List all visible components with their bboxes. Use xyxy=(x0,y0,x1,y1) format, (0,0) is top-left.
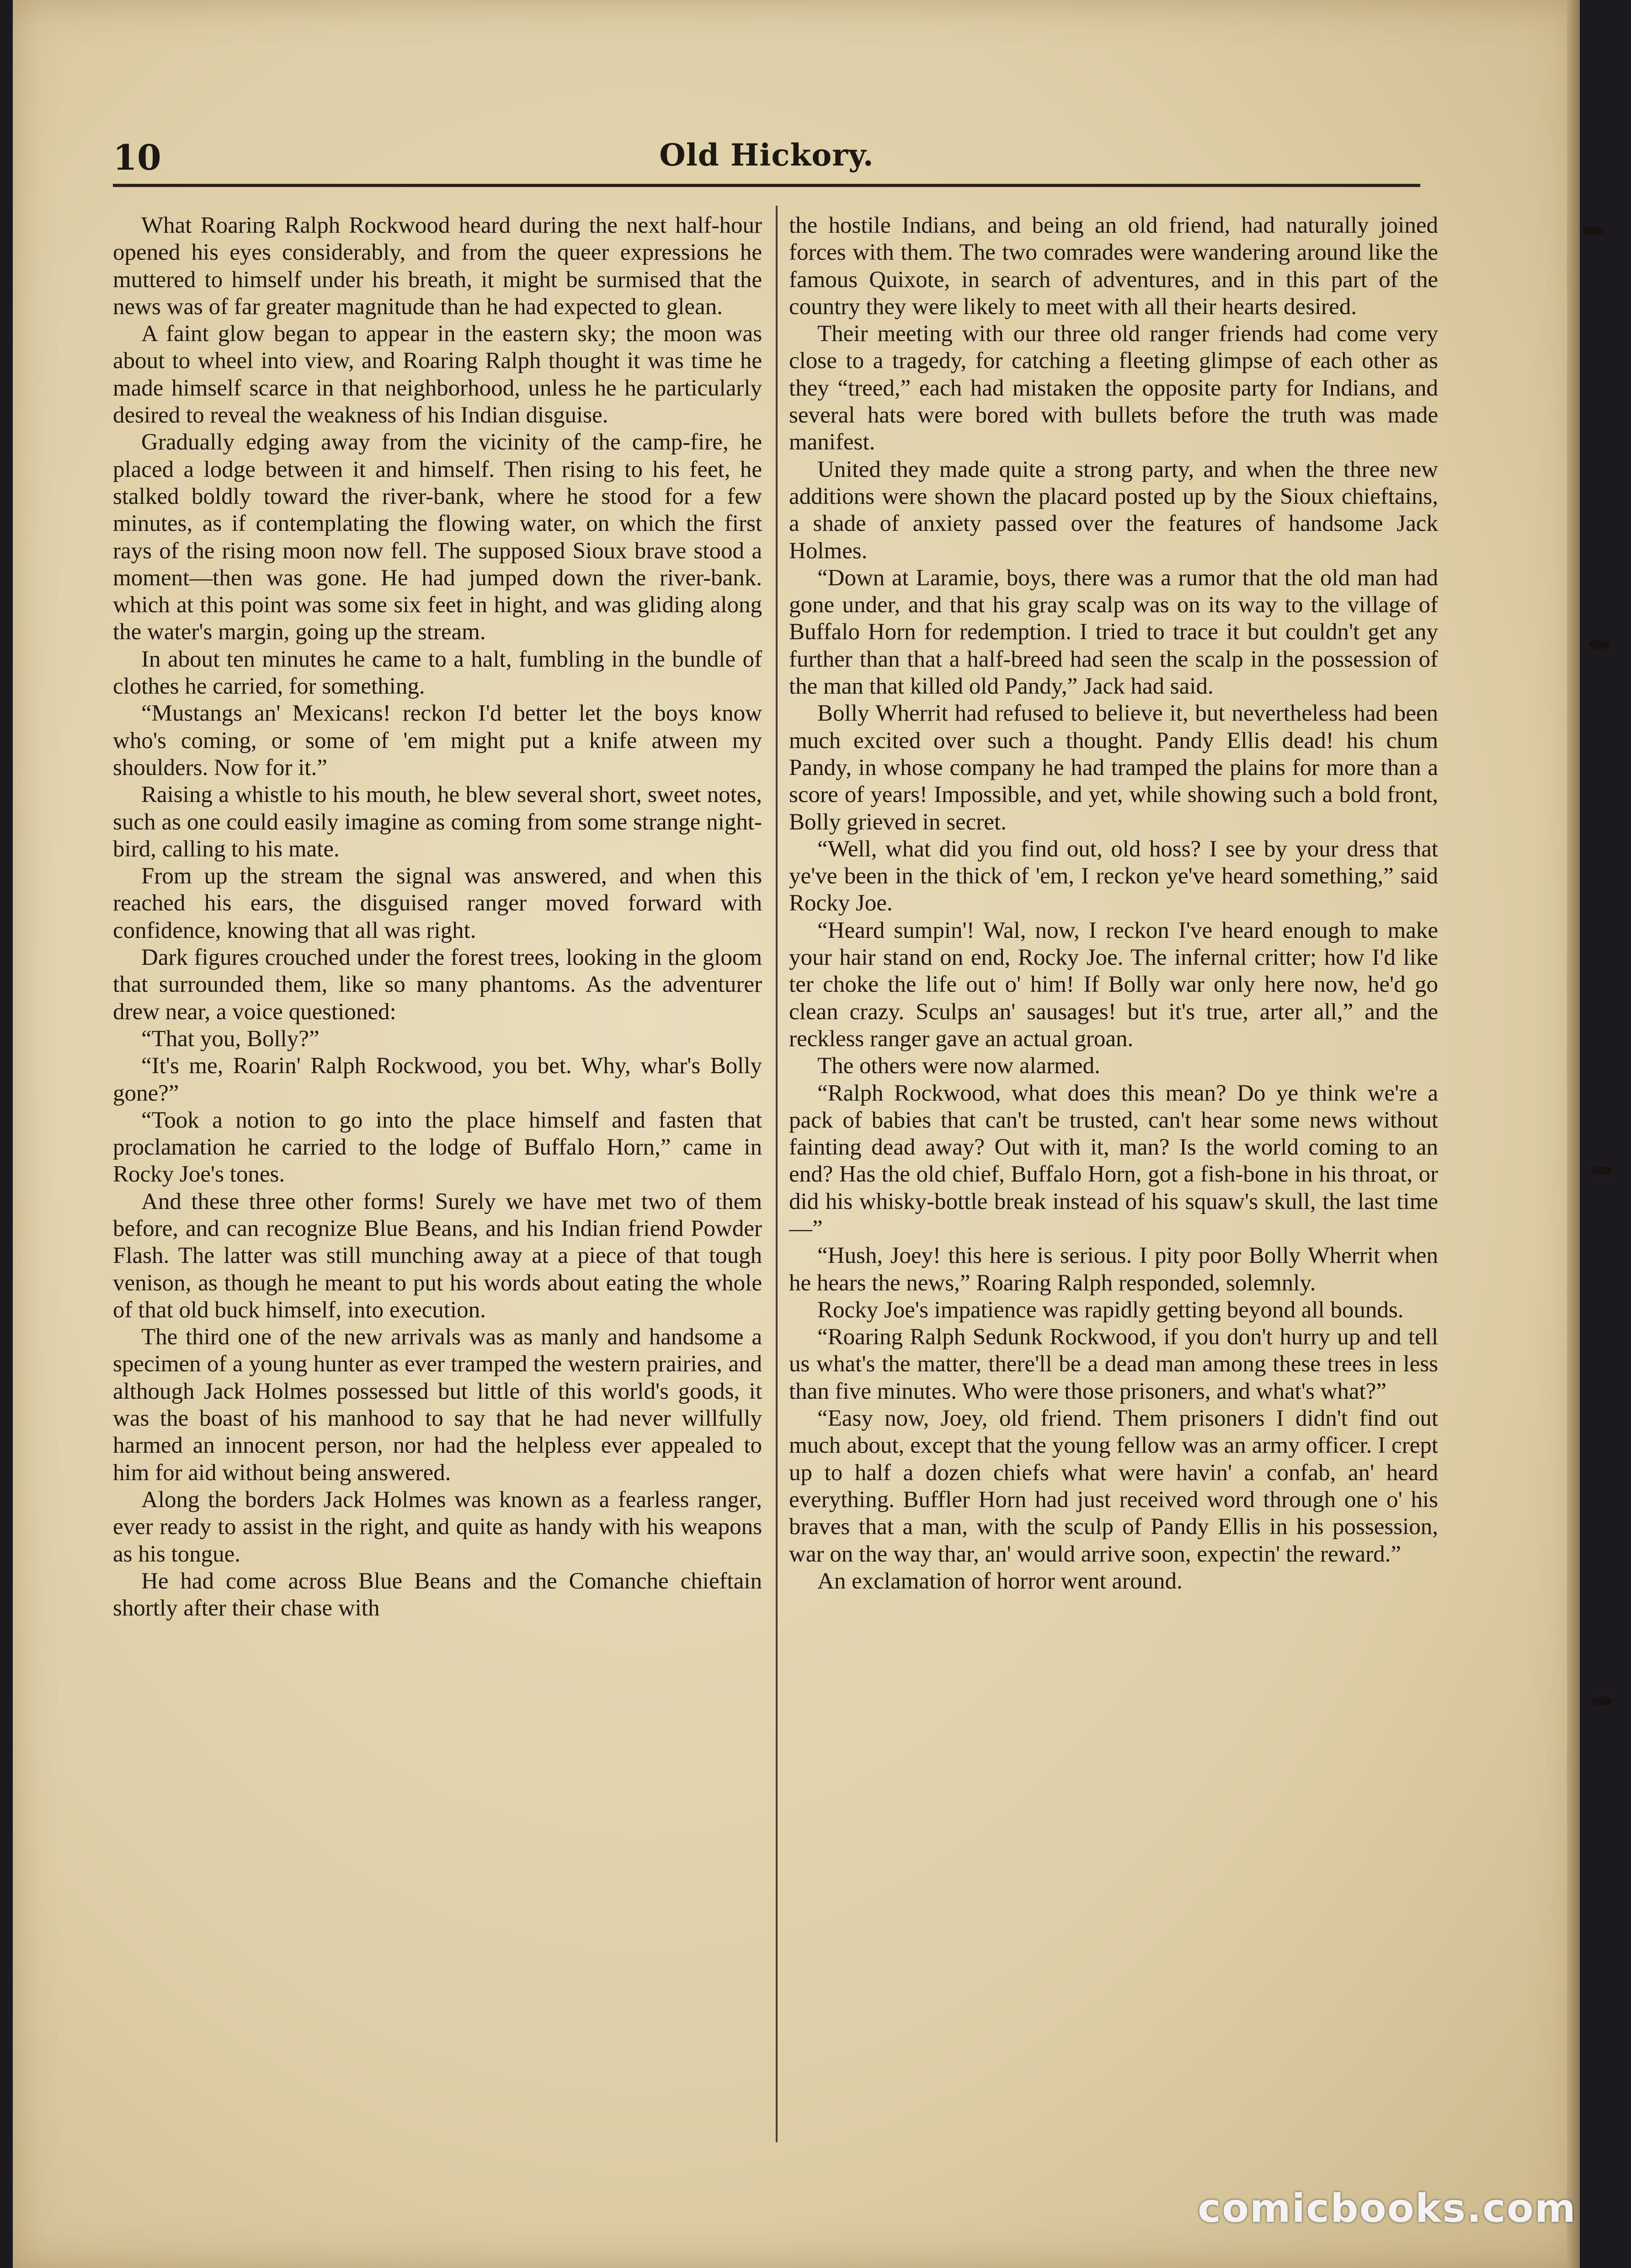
paragraph: And these three other forms! Surely we have met two of them before, and can recognize Blue Beans, and his Indian friend Powder Flash. The latter was still munching away at a piece of that tough venison, as though he meant to put his words about eating the whole of that old buck himself, into execution. xyxy=(113,1188,762,1323)
paragraph: “Heard sumpin'! Wal, now, I reckon I've heard enough to make your hair stand on end, Rocky Joe. The infernal critter; how I'd like ter choke the life out o' him! If Bolly war only here now, he'd go clean crazy. Sculps an' sausages! but it's true, arter all,” and the reckless ranger gave an actual groan. xyxy=(789,917,1438,1052)
running-head: Old Hickory. xyxy=(659,137,874,173)
paragraph: “Mustangs an' Mexicans! reckon I'd better let the boys know who's coming, or some of 'em might put a knife atween my shoulders. Now for it.” xyxy=(113,701,762,781)
paragraph: “Roaring Ralph Sedunk Rockwood, if you don't hurry up and tell us what's the matter, there'll be a dead man among these trees in less than five minutes. Who were those prisoners, and what's what?” xyxy=(789,1324,1438,1404)
header-rule xyxy=(113,184,1420,187)
left-column xyxy=(113,212,762,2142)
paragraph: The others were now alarmed. xyxy=(817,1053,1100,1079)
paragraph: The third one of the new arrivals was as manly and handsome a specimen of a young hunter as ever tramped the western prairies, and although Jack Holmes possessed but little of this world's goods, it was the boast of his manhood to say that he had never willfully harmed an innocent person, nor had the helpless ever appealed to him for aid without being answered. xyxy=(113,1324,762,1486)
page-number: 10 xyxy=(113,137,161,178)
paragraph: “Took a notion to go into the place himself and fasten that proclamation he carried to the lodge of Buffalo Horn,” came in Rocky Joe's tones. xyxy=(113,1107,762,1187)
paragraph: An exclamation of horror went around. xyxy=(817,1568,1183,1594)
paragraph: Bolly Wherrit had refused to believe it, but nevertheless had been much excited over such a thought. Pandy Ellis dead! his chum Pandy, in whose company he had tramped the plains for more than a score of years! Impossible, and yet, while showing such a bold front, Bolly grieved in secret. xyxy=(789,701,1438,835)
paragraph: “It's me, Roarin' Ralph Rockwood, you bet. Why, whar's Bolly gone?” xyxy=(113,1053,762,1106)
paragraph: the hostile Indians, and being an old friend, had naturally joined forces with them. The two comrades were wandering around like the famous Quixote, in search of adventures, and in this part of the country they were likely to meet with all their hearts desired. xyxy=(789,213,1438,320)
page-header xyxy=(113,134,1420,188)
binding-staple xyxy=(1591,1166,1612,1175)
paragraph: “Hush, Joey! this here is serious. I pity poor Bolly Wherrit when he hears the news,” Roaring Ralph responded, solemnly. xyxy=(789,1243,1438,1296)
paragraph: “Well, what did you find out, old hoss? I see by your dress that ye've been in the thick of 'em, I reckon ye've heard something,” said Rocky Joe. xyxy=(789,836,1438,916)
paragraph: A faint glow began to appear in the eastern sky; the moon was about to wheel into view, and Roaring Ralph thought it was time he made himself scarce in that neighborhood, unless he he particularly desired to reveal the weakness of his Indian disguise. xyxy=(113,321,762,428)
paragraph: “Easy now, Joey, old friend. Them prisoners I didn't find out much about, except that the young fellow was an army officer. I crept up to half a dozen chiefs what were havin' a confab, an' heard everything. Buffler Horn had just received word through one o' his braves that a man, with the sculp of Pandy Ellis in his possession, war on the way thar, an' would arrive soon, expectin' the reward.” xyxy=(789,1406,1438,1567)
paragraph: Dark figures crouched under the forest trees, looking in the gloom that surrounded them, like so many phantoms. As the adventurer drew near, a voice questioned: xyxy=(113,945,762,1025)
paragraph: What Roaring Ralph Rockwood heard during the next half-hour opened his eyes considerably, and from the queer expressions he muttered to himself under his breath, it might be surmised that the news was of far greater magnitude than he had expected to glean. xyxy=(113,213,762,320)
right-column xyxy=(789,212,1438,2142)
paragraph: Rocky Joe's impatience was rapidly getting beyond all bounds. xyxy=(817,1297,1404,1323)
paragraph: Their meeting with our three old ranger friends had come very close to a tragedy, for catching a fleeting glimpse of each other as they “treed,” each had mistaken the opposite party for Indians, and several hats were bored with bullets before the truth was made manifest. xyxy=(789,321,1438,455)
paragraph: He had come across Blue Beans and the Comanche chieftain shortly after their chase with xyxy=(113,1568,762,1621)
binding-staple xyxy=(1588,640,1610,649)
watermark: comicbooks.com xyxy=(1198,2186,1577,2231)
paragraph: Along the borders Jack Holmes was known as a fearless ranger, ever ready to assist in the right, and quite as handy with his weapons as his tongue. xyxy=(113,1487,762,1567)
binding-staple xyxy=(1583,226,1604,235)
binding-staple xyxy=(1591,1696,1612,1706)
paragraph: From up the stream the signal was answered, and when this reached his ears, the disguised ranger moved forward with confidence, knowing that all was right. xyxy=(113,863,762,943)
paragraph: United they made quite a strong party, and when the three new additions were shown the placard posted up by the Sioux chieftains, a shade of anxiety passed over the features of handsome Jack Holmes. xyxy=(789,456,1438,564)
paragraph: “That you, Bolly?” xyxy=(141,1026,320,1052)
paragraph: In about ten minutes he came to a halt, fumbling in the bundle of clothes he carried, for something. xyxy=(113,646,762,700)
page-edge xyxy=(1567,0,1580,2268)
paragraph: Gradually edging away from the vicinity of the camp-fire, he placed a lodge between it and himself. Then rising to his feet, he stalked boldly toward the river-bank, where he stood for a few minutes, as if contemplating the flowing water, on which the first rays of the rising moon now fell. The supposed Sioux brave stood a moment—then was gone. He had jumped down the river-bank. which at this point was some six feet in hight, and was gliding along the water's margin, going up the stream. xyxy=(113,429,762,645)
paragraph: “Down at Laramie, boys, there was a rumor that the old man had gone under, and that his gray scalp was on its way to the village of Buffalo Horn for redemption. I tried to trace it but couldn't get any further than that a half-breed had seen the scalp in the possession of the man that killed old Pandy,” Jack had said. xyxy=(789,565,1438,700)
column-rule xyxy=(776,206,778,2142)
paragraph: “Ralph Rockwood, what does this mean? Do ye think we're a pack of babies that can't be trusted, can't hear some news without fainting dead away? Out with it, man? Is the world coming to an end? Has the old chief, Buffalo Horn, got a fish-bone in his throat, or did his whisky-bottle break instead of his squaw's skull, the last time—” xyxy=(789,1080,1438,1241)
paragraph: Raising a whistle to his mouth, he blew several short, sweet notes, such as one could easily imagine as coming from some strange night-bird, calling to his mate. xyxy=(113,782,762,862)
